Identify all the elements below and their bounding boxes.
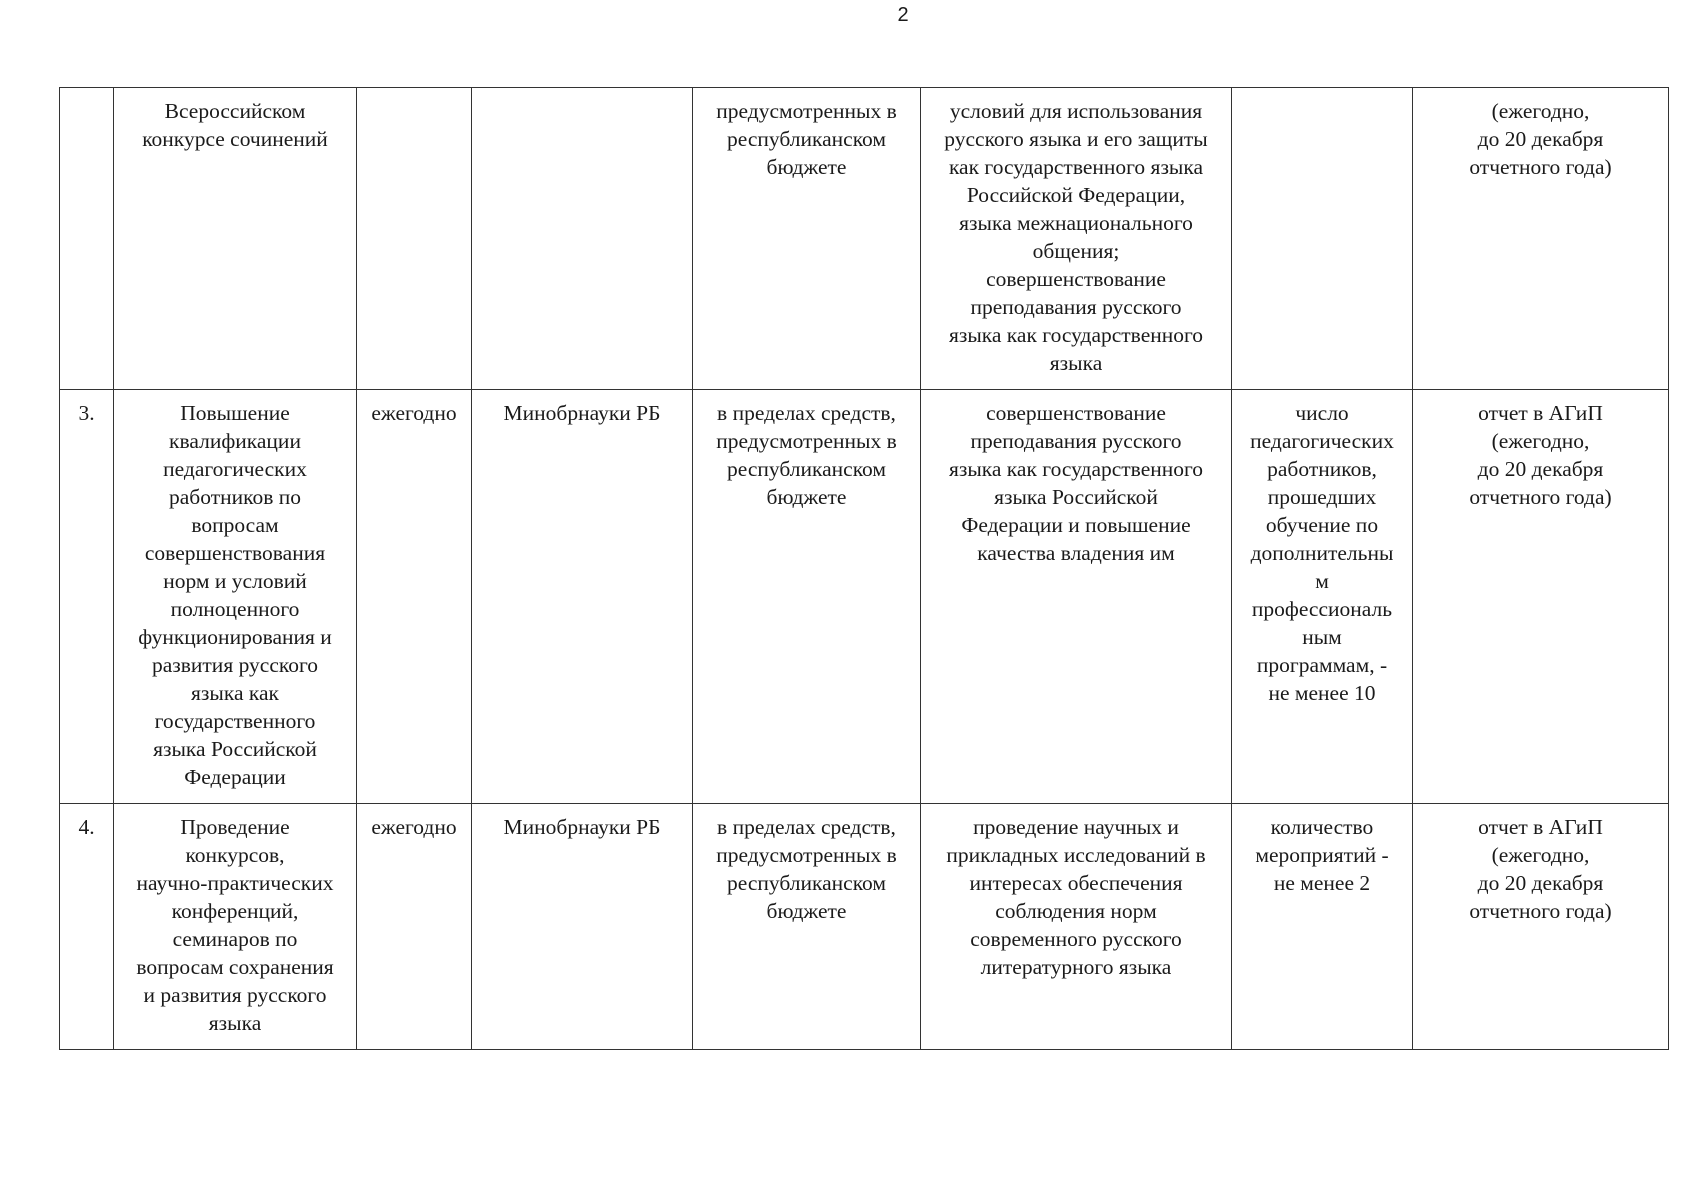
indicator-cell: количество мероприятий - не менее 2	[1232, 804, 1413, 1050]
event-cell: Проведение конкурсов, научно-практических конференций, семинаров по вопросам сохранения и развития русского языка	[114, 804, 357, 1050]
funding-cell: в пределах средств, предусмотренных в республиканском бюджете	[693, 390, 921, 804]
funding-cell: в пределах средств, предусмотренных в республиканском бюджете	[693, 804, 921, 1050]
indicator-cell	[1232, 88, 1413, 390]
executor-cell: Минобрнауки РБ	[472, 804, 693, 1050]
table-row	[60, 88, 1669, 390]
row-number-cell: 3.	[60, 390, 114, 804]
row-number-cell	[60, 88, 114, 390]
result-cell: условий для использования русского языка и его защиты как государственного языка Российской Федерации, языка межнационального общения; совершенствование преподавания русского языка как государственного языка	[921, 88, 1232, 390]
deadline-cell	[357, 88, 472, 390]
reporting-cell: отчет в АГиП (ежегодно, до 20 декабря отчетного года)	[1413, 390, 1669, 804]
executor-cell: Минобрнауки РБ	[472, 390, 693, 804]
table-row	[60, 804, 1669, 1050]
deadline-cell: ежегодно	[357, 390, 472, 804]
executor-cell	[472, 88, 693, 390]
result-cell: совершенствование преподавания русского языка как государственного языка Российской Федерации и повышение качества владения им	[921, 390, 1232, 804]
funding-cell: предусмотренных в республиканском бюджете	[693, 88, 921, 390]
reporting-cell: отчет в АГиП (ежегодно, до 20 декабря отчетного года)	[1413, 804, 1669, 1050]
result-cell: проведение научных и прикладных исследований в интересах обеспечения соблюдения норм современного русского литературного языка	[921, 804, 1232, 1050]
event-cell: Всероссийском конкурсе сочинений	[114, 88, 357, 390]
table-row	[60, 390, 1669, 804]
event-cell: Повышение квалификации педагогических работников по вопросам совершенствования норм и условий полноценного функционирования и развития русского языка как государственного языка Российской Федерации	[114, 390, 357, 804]
deadline-cell: ежегодно	[357, 804, 472, 1050]
indicator-cell: число педагогических работников, прошедших обучение по дополнительны м профессиональ ным программам, - не менее 10	[1232, 390, 1413, 804]
row-number-cell: 4.	[60, 804, 114, 1050]
reporting-cell: (ежегодно, до 20 декабря отчетного года)	[1413, 88, 1669, 390]
action-plan-table	[59, 87, 1669, 1050]
page-number: 2	[897, 4, 909, 26]
